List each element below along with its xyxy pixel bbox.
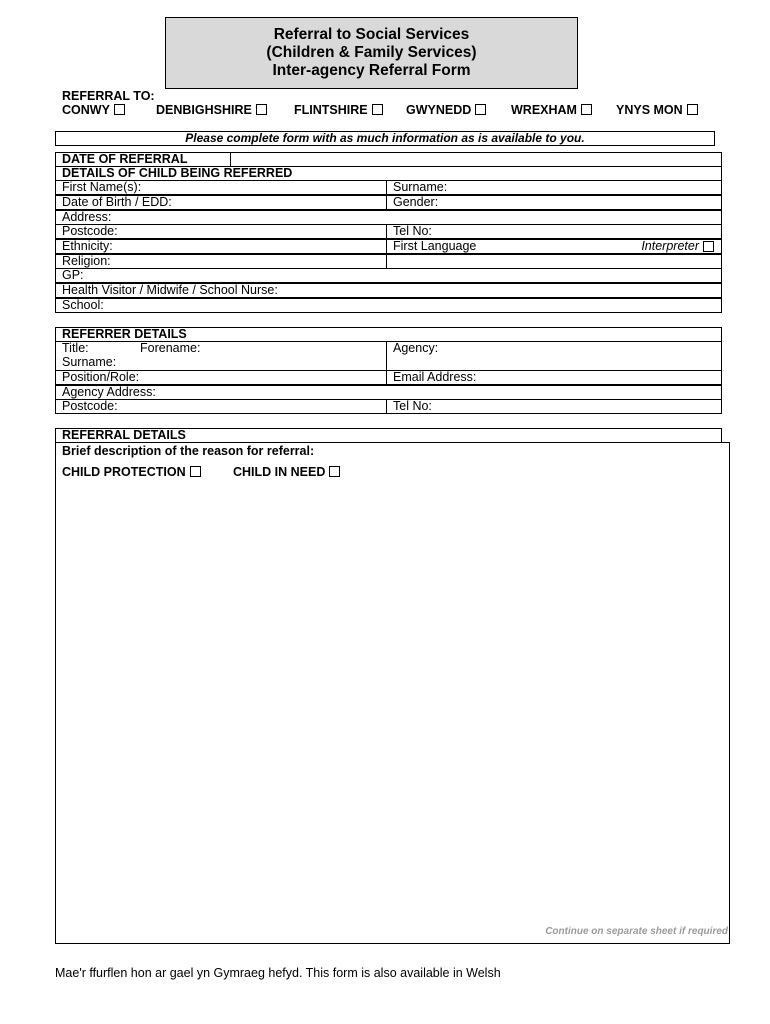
referrer-name-divider — [386, 341, 387, 371]
referrer-agency-label: Agency: — [393, 341, 439, 355]
child-name-row[interactable] — [55, 180, 722, 195]
referrer-tel-label: Tel No: — [393, 399, 432, 413]
child-health-visitor-row[interactable] — [55, 283, 722, 298]
child-details-heading-row — [55, 166, 722, 181]
child-ethnicity-row[interactable] — [55, 239, 722, 254]
child-protection-option[interactable] — [62, 465, 201, 479]
denbighshire-checkbox[interactable] — [256, 104, 267, 115]
option-denbighshire-label: DENBIGHSHIRE — [156, 103, 252, 117]
child-gp-row[interactable] — [55, 268, 722, 283]
option-conwy-label: CONWY — [62, 103, 110, 117]
child-religion-label: Religion: — [62, 254, 111, 268]
child-ethnicity-divider — [386, 239, 387, 254]
date-of-referral-row[interactable] — [55, 152, 722, 167]
child-postcode-label: Postcode: — [62, 224, 118, 238]
option-flintshire-label: FLINTSHIRE — [294, 103, 368, 117]
referrer-name-row[interactable] — [55, 341, 722, 371]
referrer-forename-label: Forename: — [140, 341, 201, 355]
child-health-visitor-label: Health Visitor / Midwife / School Nurse: — [62, 283, 278, 297]
option-ynys-mon[interactable] — [616, 103, 698, 117]
referrer-position-label: Position/Role: — [62, 370, 140, 384]
child-surname-label: Surname: — [393, 180, 448, 194]
child-ethnicity-label: Ethnicity: — [62, 239, 113, 253]
child-dob-row[interactable] — [55, 195, 722, 210]
option-denbighshire[interactable] — [156, 103, 267, 117]
option-wrexham-label: WREXHAM — [511, 103, 577, 117]
child-name-divider — [386, 180, 387, 195]
child-address-label: Address: — [62, 210, 112, 224]
referrer-heading: REFERRER DETAILS — [62, 327, 187, 341]
wrexham-checkbox[interactable] — [581, 104, 592, 115]
child-dob-divider — [386, 195, 387, 210]
referral-details-heading-row — [55, 428, 722, 443]
referrer-postcode-row[interactable] — [55, 399, 722, 414]
child-dob-label: Date of Birth / EDD: — [62, 195, 172, 209]
option-flintshire[interactable] — [294, 103, 383, 117]
referral-details-heading: REFERRAL DETAILS — [62, 428, 186, 442]
child-gp-label: GP: — [62, 268, 84, 282]
referrer-heading-row — [55, 327, 722, 342]
referral-reason-box[interactable] — [55, 442, 730, 944]
child-school-row[interactable] — [55, 298, 722, 313]
child-details-heading: DETAILS OF CHILD BEING REFERRED — [62, 166, 293, 180]
child-school-label: School: — [62, 298, 104, 312]
option-gwynedd[interactable] — [406, 103, 486, 117]
date-of-referral-label: DATE OF REFERRAL — [62, 152, 188, 166]
child-protection-checkbox[interactable] — [190, 466, 201, 477]
child-religion-divider — [386, 254, 387, 269]
referrer-title-label: Title: — [62, 341, 89, 355]
child-first-names-label: First Name(s): — [62, 180, 142, 194]
form-title-line-3: Inter-agency Referral Form — [272, 62, 471, 79]
referral-to-label: REFERRAL TO: — [62, 89, 155, 103]
child-in-need-checkbox[interactable] — [329, 466, 340, 477]
child-gender-label: Gender: — [393, 195, 439, 209]
referrer-surname-label: Surname: — [62, 355, 117, 369]
form-title-box — [165, 17, 578, 89]
interpreter-label: Interpreter — [641, 239, 699, 253]
child-in-need-label: CHILD IN NEED — [233, 465, 326, 479]
child-first-language-label: First Language — [393, 239, 477, 253]
flintshire-checkbox[interactable] — [372, 104, 383, 115]
ynys-mon-checkbox[interactable] — [687, 104, 698, 115]
referrer-postcode-label: Postcode: — [62, 399, 118, 413]
child-postcode-divider — [386, 224, 387, 239]
option-gwynedd-label: GWYNEDD — [406, 103, 472, 117]
option-ynys-mon-label: YNYS MON — [616, 103, 683, 117]
child-postcode-row[interactable] — [55, 224, 722, 239]
footer-welsh-note: Mae'r ffurflen hon ar gael yn Gymraeg hefyd. This form is also available in Welsh — [55, 966, 501, 980]
option-conwy[interactable] — [62, 103, 125, 117]
date-of-referral-divider — [230, 152, 231, 167]
continue-note: Continue on separate sheet if required — [545, 926, 728, 937]
referrer-position-divider — [386, 370, 387, 385]
option-wrexham[interactable] — [511, 103, 592, 117]
referrer-email-label: Email Address: — [393, 370, 477, 384]
form-title-line-2: (Children & Family Services) — [266, 44, 477, 61]
instructions-notice: Please complete form with as much information as is available to you. — [55, 131, 715, 146]
gwynedd-checkbox[interactable] — [475, 104, 486, 115]
referrer-agency-address-row[interactable] — [55, 385, 722, 400]
child-tel-label: Tel No: — [393, 224, 432, 238]
referral-brief-label: Brief description of the reason for referral: — [62, 444, 315, 458]
interpreter-checkbox[interactable] — [703, 241, 714, 252]
child-address-row[interactable] — [55, 210, 722, 225]
referrer-agency-address-label: Agency Address: — [62, 385, 156, 399]
child-protection-label: CHILD PROTECTION — [62, 465, 186, 479]
child-in-need-option[interactable] — [233, 465, 340, 479]
child-religion-row[interactable] — [55, 254, 722, 269]
referrer-postcode-divider — [386, 399, 387, 414]
form-title-line-1: Referral to Social Services — [273, 26, 470, 43]
conwy-checkbox[interactable] — [114, 104, 125, 115]
referrer-position-row[interactable] — [55, 370, 722, 385]
